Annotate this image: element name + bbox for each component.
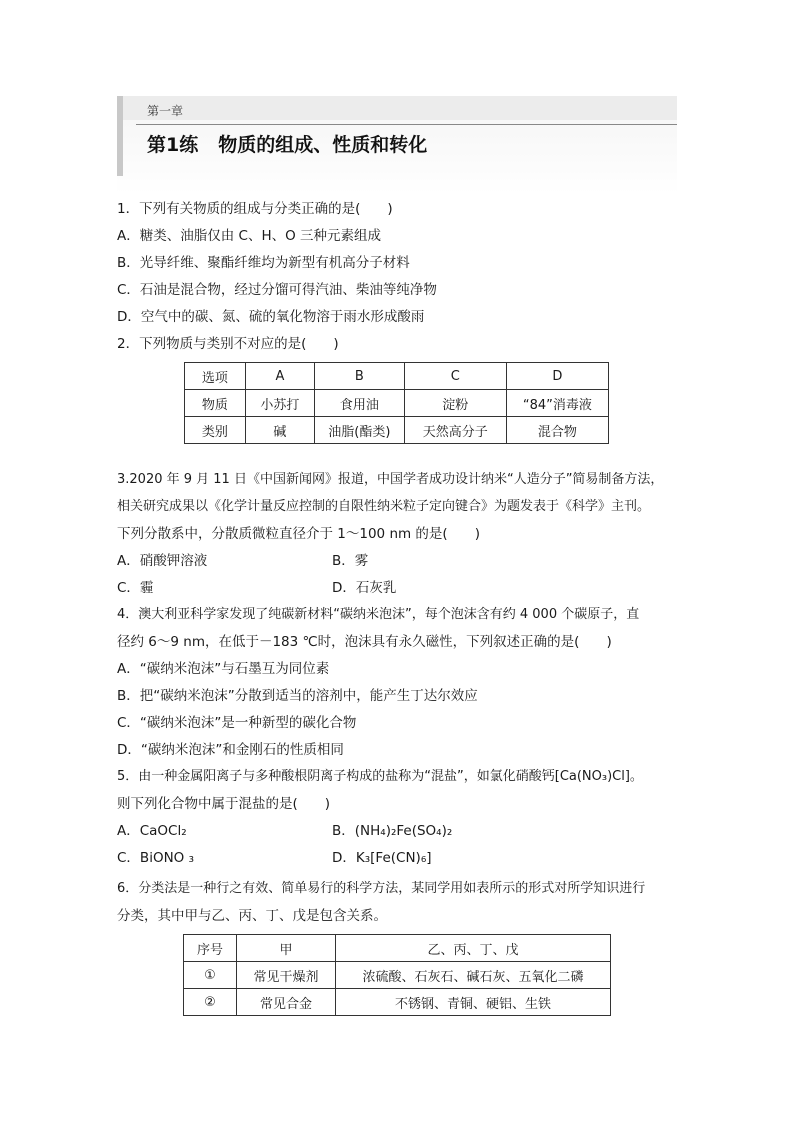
table-cell: 浓硫酸、石灰石、碱石灰、五氧化二磷 [336,962,611,989]
question-1-option-d: D．空气中的碳、氮、硫的氧化物溶于雨水形成酸雨 [117,309,425,325]
question-3-option-d: D．石灰乳 [332,580,397,596]
lesson-number: 第1练 [147,134,199,156]
question-5-option-a: A．CaOCl₂ [117,823,187,839]
question-2-stem: 2．下列物质与类别不对应的是( ) [117,336,339,352]
chapter-rule [136,124,677,125]
question-4-line-1: 4．澳大利亚科学家发现了纯碳新材料“碳纳米泡沫”，每个泡沫含有约 4 000 个碳原子，直 [117,607,640,622]
question-4-line-2: 径约 6～9 nm，在低于－183 ℃时，泡沫具有永久磁性，下列叙述正确的是( ) [117,634,612,650]
table-cell: “84”消毒液 [506,390,608,417]
question-6-table [183,934,611,1016]
table-cell: ② [184,989,237,1016]
question-3-line-3: 下列分散系中，分散质微粒直径介于 1～100 nm 的是( ) [117,526,480,542]
table-cell: ① [184,962,237,989]
question-3-option-b: B．雾 [332,553,369,569]
table-cell: 天然高分子 [404,417,506,444]
lesson-title [147,130,427,157]
chapter-label: 第一章 [147,104,184,118]
question-6-line-2: 分类，其中甲与乙、丙、丁、戊是包含关系。 [117,908,387,924]
question-3-line-2: 相关研究成果以《化学计量反应控制的自限性纳米粒子定向键合》为题发表于《科学》主刊。 [117,499,651,514]
question-5-option-b: B．(NH₄)₂Fe(SO₄)₂ [332,823,453,839]
table-row [184,962,611,989]
table-cell: 甲 [237,935,336,962]
question-5-line-1: 5．由一种金属阳离子与多种酸根阴离子构成的盐称为“混盐”，如氯化硝酸钙[Ca(NO₃)Cl]。 [117,769,643,784]
question-5-option-d: D．K₃[Fe(CN)₆] [332,850,432,866]
question-1-stem: 1．下列有关物质的组成与分类正确的是( ) [117,201,393,217]
table-cell: 类别 [185,417,246,444]
table-row [185,417,609,444]
table-cell: C [404,363,506,390]
table-cell: 油脂(酯类) [314,417,404,444]
table-cell: 碱 [245,417,314,444]
table-cell: 乙、丙、丁、戊 [336,935,611,962]
table-cell: 选项 [185,363,246,390]
question-2-table [184,362,609,444]
table-cell: 食用油 [314,390,404,417]
lesson-name: 物质的组成、性质和转化 [218,134,428,156]
chapter-strip [123,96,677,120]
table-cell: 小苏打 [245,390,314,417]
table-cell: 淀粉 [404,390,506,417]
question-3-line-1: 3.2020 年 9 月 11 日《中国新闻网》报道，中国学者成功设计纳米“人造分子”简易制备方法， [117,472,664,487]
table-row [185,390,609,417]
question-1-option-c: C．石油是混合物，经过分馏可得汽油、柴油等纯净物 [117,282,437,298]
table-row [184,935,611,962]
table-cell: A [245,363,314,390]
table-cell: 常见合金 [237,989,336,1016]
question-4-option-c: C．“碳纳米泡沫”是一种新型的碳化合物 [117,715,357,731]
table-cell: D [506,363,608,390]
question-5-line-2: 则下列化合物中属于混盐的是( ) [117,796,331,812]
table-cell: 常见干燥剂 [237,962,336,989]
table-row [184,989,611,1016]
table-cell: 序号 [184,935,237,962]
table-cell: 混合物 [506,417,608,444]
question-3-option-a: A．硝酸钾溶液 [117,553,208,569]
question-4-option-b: B．把“碳纳米泡沫”分散到适当的溶剂中，能产生丁达尔效应 [117,688,478,704]
question-4-option-d: D．“碳纳米泡沫”和金刚石的性质相同 [117,742,344,758]
table-cell: B [314,363,404,390]
question-1-option-b: B．光导纤维、聚酯纤维均为新型有机高分子材料 [117,255,410,271]
header-accent-bar [117,96,123,176]
question-3-option-c: C．霾 [117,580,154,596]
table-row [185,363,609,390]
question-5-option-c: C．BiONO ₃ [117,850,194,866]
table-cell: 不锈钢、青铜、硬铝、生铁 [336,989,611,1016]
table-cell: 物质 [185,390,246,417]
question-4-option-a: A．“碳纳米泡沫”与石墨互为同位素 [117,661,330,677]
question-1-option-a: A．糖类、油脂仅由 C、H、O 三种元素组成 [117,228,382,244]
question-6-line-1: 6．分类法是一种行之有效、简单易行的科学方法，某同学用如表所示的形式对所学知识进行 [117,881,646,896]
